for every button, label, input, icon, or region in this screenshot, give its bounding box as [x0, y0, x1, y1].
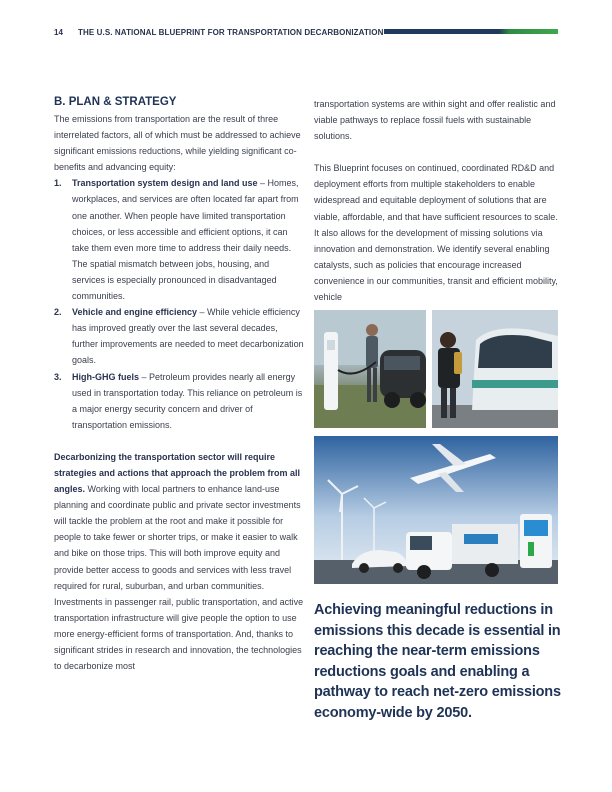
list-item-number: 2.	[54, 307, 62, 318]
running-title: THE U.S. NATIONAL BLUEPRINT FOR TRANSPORTATION DECARBONIZATION	[78, 28, 384, 37]
lead-body-text: Working with local partners to enhance land-use planning and coordinate public and private sector investments will tackle the problem at the root and make it possible for people to take fewer or shorter trips, or make it easier to walk and bike on those trips. This will both improve equity and provide better access to goods and services with less travel required for rural, suburban, and urban communities. Investments in passenger rail, public transportation, and active transportation infrastructure will give people the option to use more energy-efficient forms of transportation. And, thanks to significant strides in research and innovation, the technologies to decarbonize most	[54, 484, 304, 672]
header-rule	[384, 29, 558, 34]
blueprint-paragraph: This Blueprint focuses on continued, coordinated RD&D and deployment efforts from multiple stakeholders to enable widespread and equitable deployment of solutions that are viable, affordable, and that have sufficient resources to scale. It also allows for the development of missing solutions via innovation and demonstration. We identify several enabling catalysts, such as policies that encourage increased convenience in our communities, transit and efficient mobility, vehicle	[314, 163, 558, 303]
list-item	[54, 369, 304, 433]
list-item-text: – Petroleum provides nearly all energy used in transportation today. This reliance on petroleum is a major energy security concern and driver of transportation emissions.	[72, 371, 303, 430]
list-item-number: 1.	[54, 178, 62, 189]
continued-paragraph: transportation systems are within sight and offer realistic and viable pathways to replace fossil fuels with sustainable solutions.	[314, 99, 556, 142]
list-item-term: High-GHG fuels	[72, 371, 139, 382]
list-item-term: Transportation system design and land use	[72, 178, 258, 189]
lead-paragraph	[54, 449, 304, 674]
lead-bold-text: Decarbonizing the transportation sector will require strategies and actions that approach the problem from all angles.	[54, 451, 301, 495]
list-item-text: – Homes, workplaces, and services are often located far apart from one another. When people have limited transportation choices, or less accessible and efficient options, it can take them even more time to address their daily needs. The spatial mismatch between jobs, housing, and services is especially pronounced in disadvantaged communities.	[72, 178, 299, 302]
list-item-term: Vehicle and engine efficiency	[72, 307, 198, 318]
intro-paragraph: The emissions from transportation are the result of three interrelated factors, all of which must be addressed to achieve significant emissions reductions, while yielding significant co-benefits and advancing equity:	[54, 114, 301, 173]
list-item-number: 3.	[54, 371, 62, 382]
ev-charging-photo	[314, 310, 426, 428]
tram-commuter-photo	[432, 310, 558, 428]
section-title: B. PLAN & STRATEGY	[54, 96, 177, 108]
page-number: 14	[54, 28, 63, 37]
list-item	[54, 304, 304, 368]
factors-list	[54, 175, 304, 433]
list-item	[54, 175, 304, 304]
left-column	[54, 96, 304, 674]
right-column	[314, 96, 559, 305]
clean-transport-collage-photo	[314, 436, 558, 584]
pull-quote: Achieving meaningful reductions in emissions this decade is essential in reaching the near-term emissions reductions goals and enabling a pathway to reach net-zero emissions economy-wide by 2050.	[314, 602, 561, 721]
list-item-text: – While vehicle efficiency has improved greatly over the last several decades, further improvements are needed to meet decarbonization goals.	[72, 307, 304, 366]
